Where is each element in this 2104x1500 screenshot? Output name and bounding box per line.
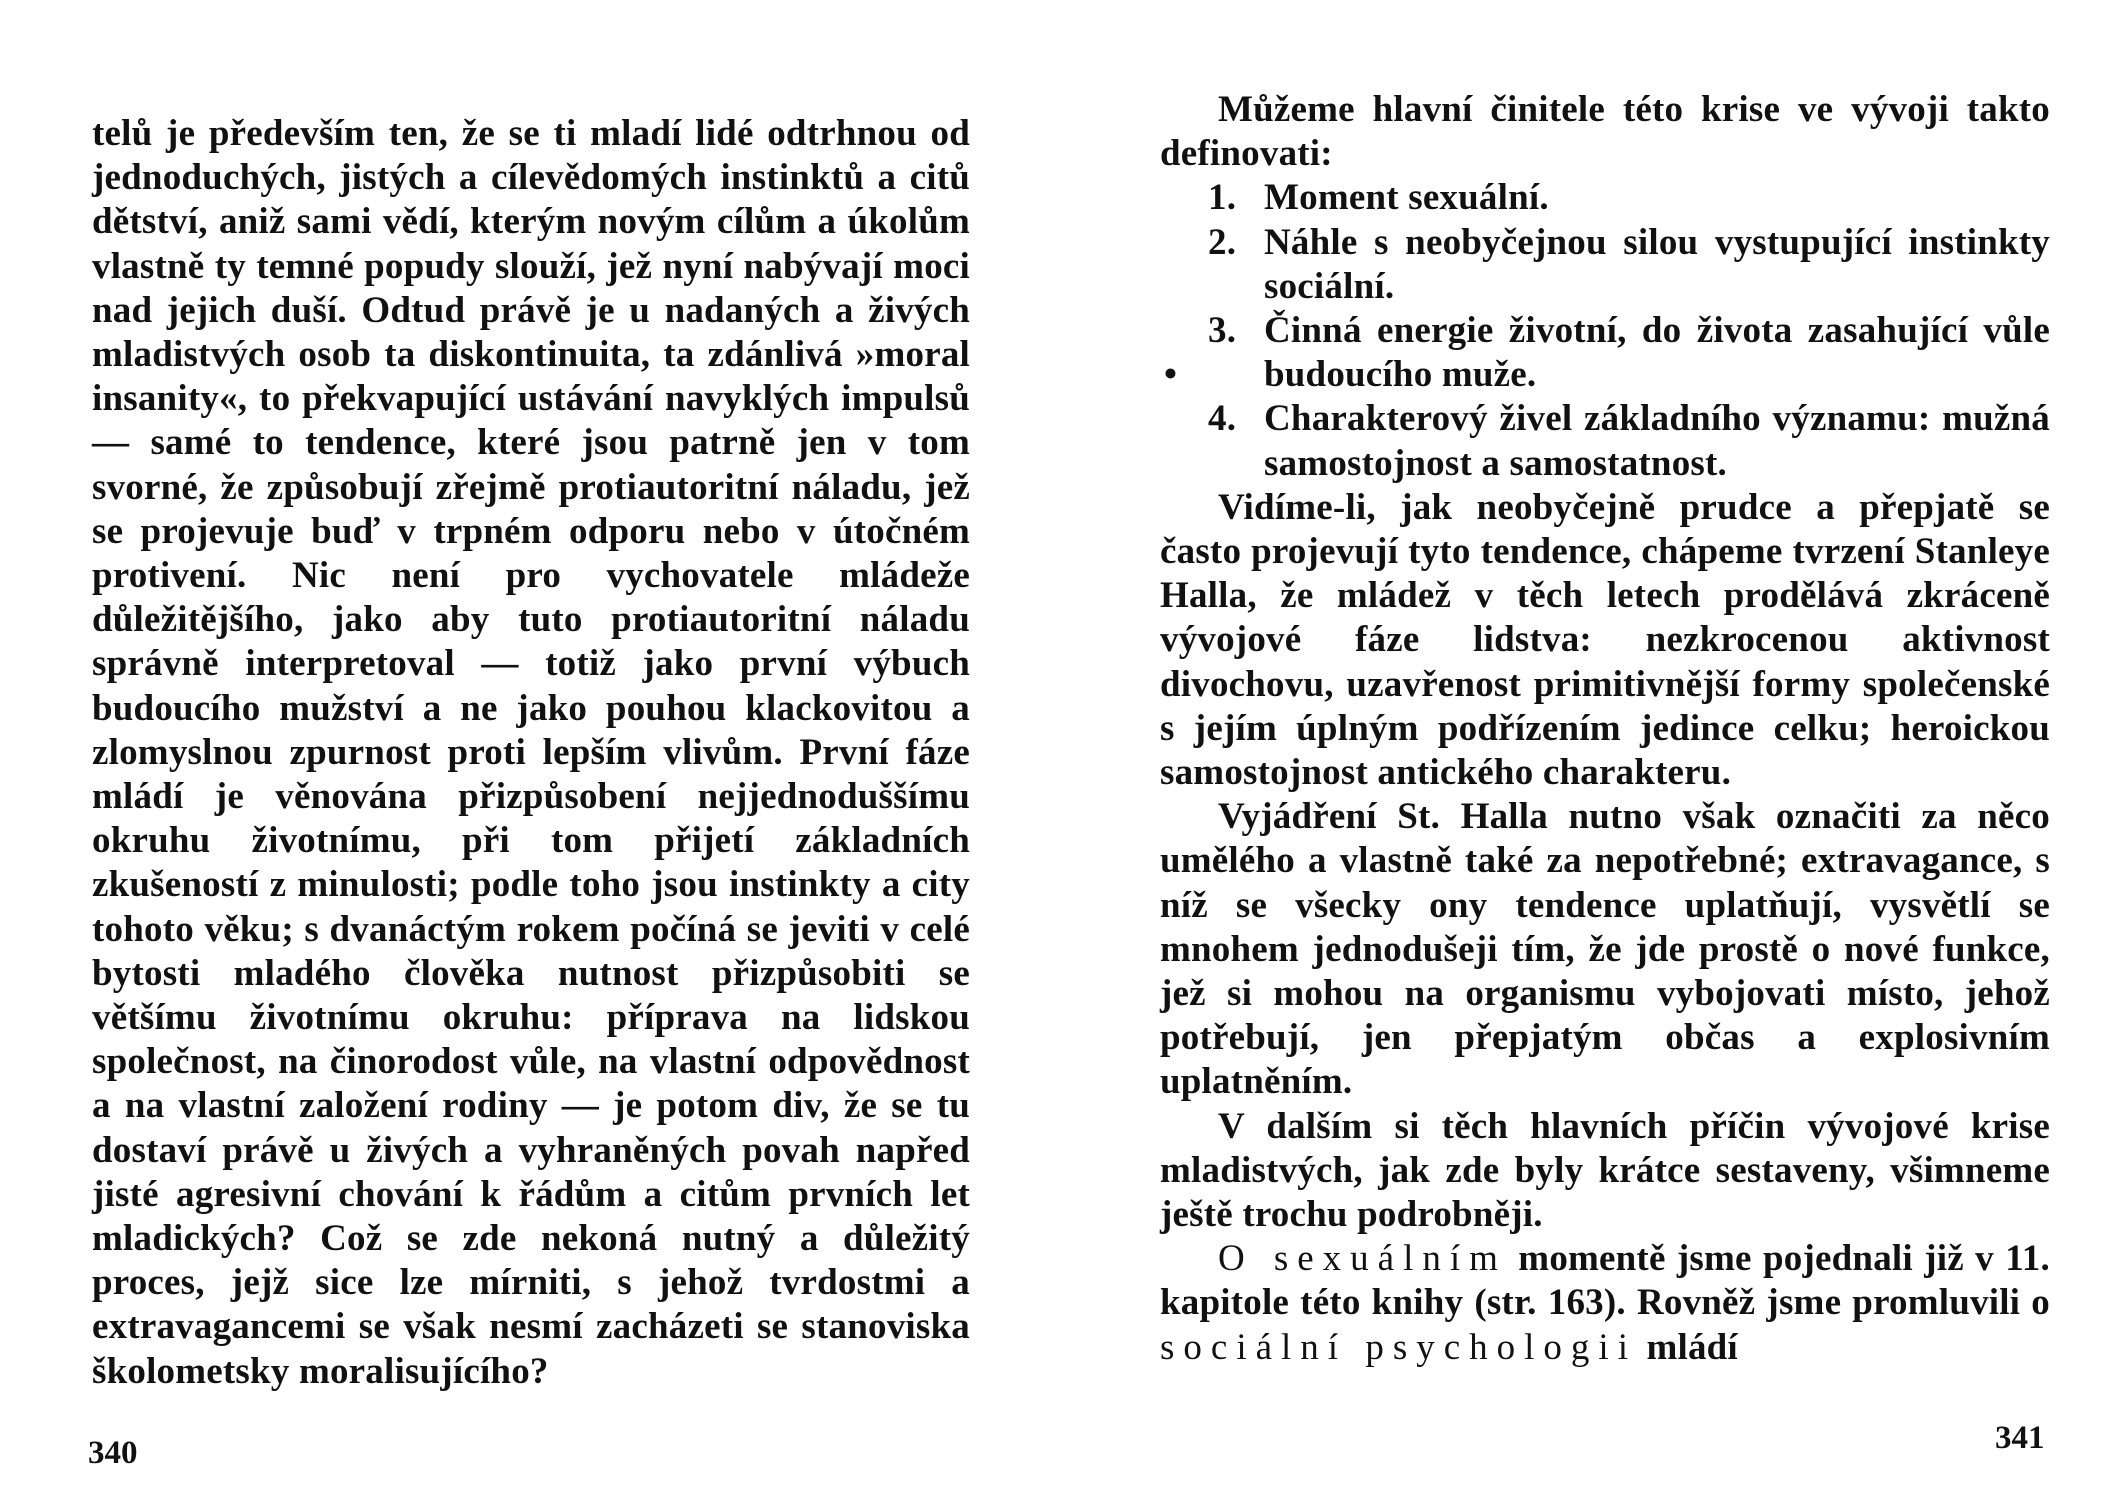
list-item-text: Činná energie životní, do života zasahující vůle budoucího muže. bbox=[1264, 310, 2050, 396]
left-page-number: 340 bbox=[88, 1435, 138, 1471]
list-item bbox=[1160, 221, 2050, 309]
list-item-number: 1. bbox=[1208, 177, 1237, 219]
body-paragraph: Vidíme-li, jak neobyčejně prudce a přepjatě se často projevují tyto tendence, chápeme tvrzení Stanleye Halla, že mládež v těch letech prodělává zkráceně vývojové fáze lidstva: nezkrocenou aktivnost divochovu, uzavřenost primitivnější formy společenské s jejím úplným podřízením jedince celku; heroickou samostojnost antického charakteru. bbox=[1160, 486, 2050, 794]
right-page-number: 341 bbox=[1995, 1420, 2045, 1456]
list-item-text: Charakterový živel základního významu: mužná samostojnost a samostatnost. bbox=[1264, 398, 2050, 484]
last-paragraph-text: momentě jsme pojednali již v 11. kapitole této knihy (str. 163). Rovněž jsme promluvili o bbox=[1160, 1238, 2051, 1324]
stray-bullet-mark: • bbox=[1164, 354, 1178, 396]
list-item-number: 3. bbox=[1208, 310, 1237, 352]
spaced-emphasis: O sexuálním bbox=[1218, 1238, 1507, 1280]
left-paragraph: telů je především ten, že se ti mladí lidé odtrhnou od jednoduchých, jistých a cílevědomých instinktů a citů dětství, aniž sami vědí, kterým novým cílům a úkolům vlastně ty temné popudy slouží, jež nyní nabývají moci nad jejich duší. Odtud právě je u nadaných a živých mladistvých osob ta diskontinuita, ta zdánlivá »moral insanity«, to překvapující ustávání navyklých impulsů — samé to tendence, které jsou patrně jen v tom svorné, že způsobují zřejmě protiautoritní náladu, jež se projevuje buď v trpném odporu nebo v útočném protivení. Nic není pro vychovatele mládeže důležitějšího, jako aby tuto protiautoritní náladu správně interpretoval — totiž jako první výbuch budoucího mužství a ne jako pouhou klackovitou a zlomyslnou zpurnost proti lepším vlivům. První fáze mládí je věnována přizpůsobení nejjednoduššímu okruhu životnímu, při tom přijetí základních zkušeností z minulosti; podle toho jsou instinkty a city tohoto věku; s dvanáctým rokem počíná se jeviti v celé bytosti mladého člověka nutnost přizpůsobiti se většímu životnímu okruhu: příprava na lidskou společnost, na činorodost vůle, na vlastní odpovědnost a na vlastní založení rodiny — je potom div, že se tu dostaví právě u živých a vyhraněných povah napřed jisté agresivní chování k řádům a citům prvních let mladických? Což se zde nekoná nutný a důležitý proces, jejž sice lze mírniti, s jehož tvrdostmi a extravagancemi se však nesmí zacházeti se stanoviska školometsky moralisujícího? bbox=[92, 113, 970, 1392]
list-item-text: Náhle s neobyčejnou silou vystupující instinkty sociální. bbox=[1264, 221, 2050, 307]
left-page-text bbox=[92, 112, 970, 1394]
list-item-number: 2. bbox=[1208, 221, 1237, 263]
factor-list bbox=[1160, 176, 2050, 485]
body-paragraph: Vyjádření St. Halla nutno však označiti za něco umělého a vlastně také za nepotřebné; extravagance, s níž se všecky ony tendence uplatňují, vysvětlí se mnohem jednodušeji tím, že jde prostě o nové funkce, jež si mohou na organismu vybojovati místo, jehož potřebují, jen přepjatým občas a explosivním uplatněním. bbox=[1160, 796, 2050, 1103]
list-item-number: 4. bbox=[1208, 398, 1237, 440]
last-paragraph-text: mládí bbox=[1637, 1326, 1738, 1368]
list-item bbox=[1160, 176, 2050, 220]
list-item-text: Moment sexuální. bbox=[1264, 177, 1549, 219]
last-paragraph bbox=[1160, 1237, 2050, 1370]
intro-paragraph: Můžeme hlavní činitele této krise ve vývoji takto definovati: bbox=[1160, 89, 2050, 175]
right-page-text bbox=[1160, 88, 2050, 1370]
body-paragraph: V dalším si těch hlavních příčin vývojové krise mladistvých, jak zde byly krátce sestaveny, všimneme ještě trochu podrobněji. bbox=[1160, 1105, 2050, 1236]
list-item bbox=[1160, 309, 2050, 397]
spaced-emphasis: sociální psychologii bbox=[1160, 1326, 1637, 1368]
list-item bbox=[1160, 397, 2050, 485]
right-page bbox=[1052, 0, 2104, 1500]
